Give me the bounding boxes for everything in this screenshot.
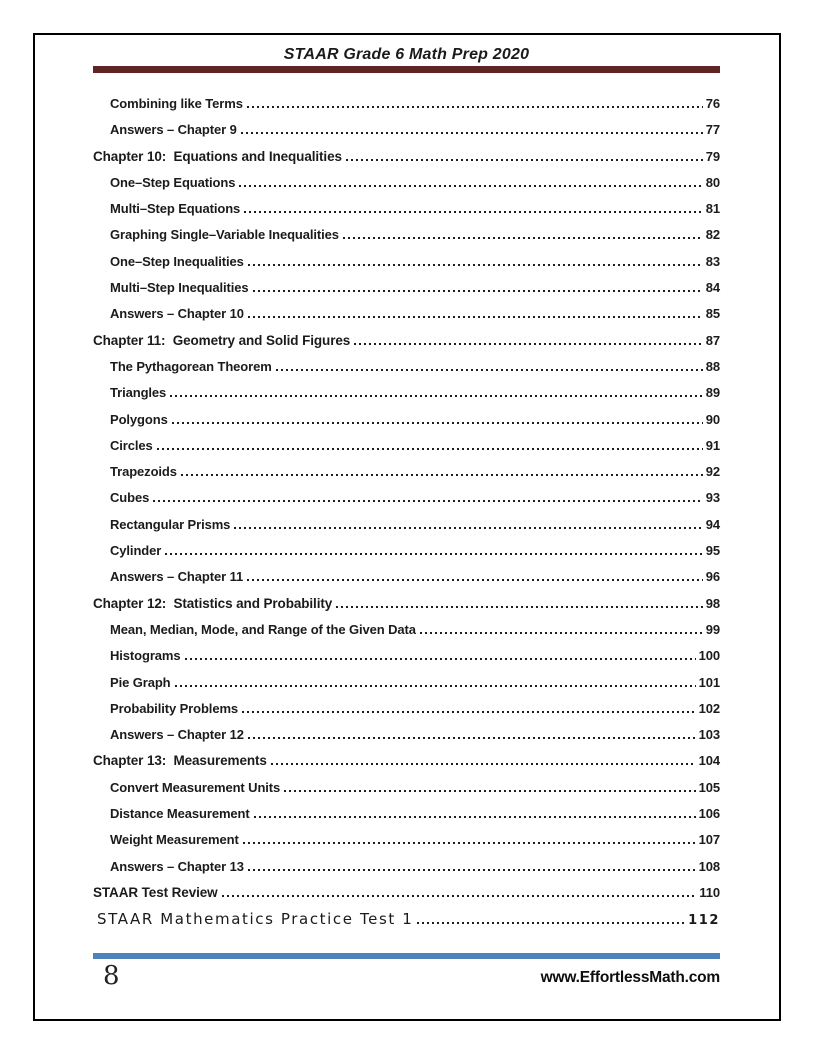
- toc-dot-leader: [170, 395, 703, 397]
- toc-list: [93, 91, 720, 933]
- toc-dot-leader: [247, 106, 703, 108]
- toc-entry: [93, 222, 720, 248]
- toc-entry-page: 101: [698, 674, 720, 690]
- toc-entry: [93, 880, 720, 906]
- toc-dot-leader: [222, 895, 697, 897]
- toc-dot-leader: [185, 658, 696, 660]
- toc-dot-leader: [276, 369, 703, 371]
- toc-entry-page: 82: [705, 227, 720, 243]
- toc-dot-leader: [284, 790, 695, 792]
- toc-entry: [93, 275, 720, 301]
- toc-entry: [93, 459, 720, 485]
- toc-entry-page: 103: [698, 727, 720, 743]
- toc-entry-page: 90: [705, 411, 720, 427]
- toc-entry-page: 79: [705, 148, 720, 164]
- toc-dot-leader: [248, 869, 696, 871]
- toc-dot-leader: [336, 606, 703, 608]
- toc-entry: [93, 407, 720, 433]
- toc-dot-leader: [354, 343, 703, 345]
- toc-entry: [93, 249, 720, 275]
- toc-entry-label: Chapter 10: Equations and Inequalities: [93, 148, 342, 164]
- toc-entry-label: STAAR Test Review: [93, 884, 218, 900]
- toc-entry-page: 88: [705, 358, 720, 374]
- toc-entry: [93, 170, 720, 196]
- toc-entry-label: Graphing Single–Variable Inequalities: [110, 227, 339, 243]
- toc-dot-leader: [181, 474, 703, 476]
- toc-entry-label: Answers – Chapter 13: [110, 858, 244, 874]
- toc-entry-label: Probability Problems: [110, 700, 239, 716]
- toc-dot-leader: [242, 711, 696, 713]
- toc-dot-leader: [247, 579, 703, 581]
- toc-dot-leader: [244, 211, 703, 213]
- toc-entry: [93, 433, 720, 459]
- header-divider-bar: [93, 66, 720, 73]
- page-title: STAAR Grade 6 Math Prep 2020: [283, 46, 530, 63]
- toc-entry-page: 85: [705, 306, 720, 322]
- toc-entry-page: 89: [705, 385, 720, 401]
- toc-entry-label: Pie Graph: [110, 674, 171, 690]
- toc-entry-page: 77: [705, 122, 720, 138]
- toc-entry-label: Rectangular Prisms: [110, 516, 231, 532]
- toc-entry: [93, 301, 720, 327]
- toc-entry: [93, 827, 720, 853]
- website-url: www.EffortlessMath.com: [540, 969, 720, 986]
- toc-entry-page: 108: [698, 858, 720, 874]
- toc-dot-leader: [165, 553, 703, 555]
- toc-entry-label: Answers – Chapter 9: [110, 122, 237, 138]
- toc-entry-label: The Pythagorean Theorem: [110, 358, 272, 374]
- toc-entry-page: 110: [699, 884, 720, 900]
- toc-dot-leader: [248, 264, 703, 266]
- toc-entry-page: 81: [705, 201, 720, 217]
- toc-entry-label: Multi–Step Inequalities: [110, 280, 249, 296]
- toc-dot-leader: [243, 842, 696, 844]
- toc-entry: [93, 538, 720, 564]
- toc-dot-leader: [234, 527, 702, 529]
- toc-entry: [93, 144, 720, 170]
- toc-dot-leader: [253, 290, 703, 292]
- toc-dot-leader: [175, 685, 696, 687]
- toc-entry-label: Cylinder: [110, 543, 162, 559]
- toc-entry-page: 102: [698, 700, 720, 716]
- toc-entry-page: 105: [698, 779, 720, 795]
- toc-entry-label: Histograms: [110, 648, 181, 664]
- toc-entry-page: 92: [705, 464, 720, 480]
- toc-entry: [93, 696, 720, 722]
- toc-entry: [93, 775, 720, 801]
- page-number: 8: [103, 961, 120, 991]
- toc-dot-leader: [241, 132, 703, 134]
- toc-entry-label: STAAR Mathematics Practice Test 1: [97, 910, 414, 929]
- toc-entry: [93, 801, 720, 827]
- toc-entry-label: Answers – Chapter 12: [110, 727, 244, 743]
- toc-entry-label: One–Step Equations: [110, 174, 236, 190]
- toc-entry-label: Mean, Median, Mode, and Range of the Given Data: [110, 621, 416, 637]
- toc-entry-label: Chapter 11: Geometry and Solid Figures: [93, 332, 351, 348]
- toc-entry: [93, 748, 720, 774]
- toc-entry-page: 98: [705, 595, 720, 611]
- toc-entry-label: Distance Measurement: [110, 806, 250, 822]
- toc-entry: [93, 670, 720, 696]
- toc-entry-page: 106: [698, 806, 720, 822]
- toc-entry-label: Cubes: [110, 490, 150, 506]
- toc-entry: [93, 564, 720, 590]
- toc-entry-label: Trapezoids: [110, 464, 177, 480]
- toc-entry-label: Convert Measurement Units: [110, 779, 281, 795]
- toc-entry-label: One–Step Inequalities: [110, 253, 244, 269]
- toc-entry-page: 95: [705, 543, 720, 559]
- toc-entry: [93, 328, 720, 354]
- toc-entry: [93, 117, 720, 143]
- toc-entry-label: Answers – Chapter 11: [110, 569, 244, 585]
- toc-entry-page: 80: [705, 174, 720, 190]
- toc-dot-leader: [153, 500, 703, 502]
- toc-entry: [93, 643, 720, 669]
- toc-dot-leader: [248, 737, 696, 739]
- toc-entry-page: 96: [705, 569, 720, 585]
- toc-dot-leader: [172, 422, 703, 424]
- toc-entry-label: Triangles: [110, 385, 167, 401]
- toc-entry: [93, 354, 720, 380]
- toc-entry: [93, 854, 720, 880]
- toc-entry: [93, 380, 720, 406]
- toc-entry: [93, 906, 720, 932]
- footer: [93, 961, 720, 991]
- toc-entry: [93, 91, 720, 117]
- toc-entry-page: 94: [705, 516, 720, 532]
- toc-dot-leader: [157, 448, 703, 450]
- toc-dot-leader: [420, 632, 703, 634]
- toc-entry-page: 99: [705, 621, 720, 637]
- toc-entry-page: 112: [688, 913, 720, 929]
- toc-entry-label: Answers – Chapter 10: [110, 306, 244, 322]
- toc-entry-page: 84: [705, 280, 720, 296]
- toc-entry-label: Chapter 13: Measurements: [93, 753, 267, 769]
- toc-entry-label: Chapter 12: Statistics and Probability: [93, 595, 333, 611]
- toc-dot-leader: [248, 316, 703, 318]
- toc-entry: [93, 512, 720, 538]
- toc-entry-label: Combining like Terms: [110, 96, 243, 111]
- toc-entry: [93, 196, 720, 222]
- toc-entry-label: Polygons: [110, 411, 168, 427]
- toc-entry-page: 107: [698, 832, 720, 848]
- toc-entry-page: 100: [698, 648, 720, 664]
- toc-dot-leader: [254, 816, 696, 818]
- toc-entry-page: 83: [705, 253, 720, 269]
- toc-entry: [93, 485, 720, 511]
- toc-entry-page: 93: [705, 490, 720, 506]
- toc-entry: [93, 617, 720, 643]
- toc-dot-leader: [271, 763, 696, 765]
- toc-dot-leader: [417, 922, 685, 924]
- toc-dot-leader: [343, 237, 703, 239]
- toc-entry-label: Circles: [110, 437, 153, 453]
- toc-dot-leader: [239, 185, 702, 187]
- toc-entry-label: Multi–Step Equations: [110, 201, 241, 217]
- footer-divider-bar: [93, 953, 720, 959]
- toc-entry-page: 76: [705, 96, 720, 111]
- toc-entry-page: 91: [705, 437, 720, 453]
- toc-entry: [93, 591, 720, 617]
- toc-entry-page: 104: [698, 753, 720, 769]
- toc-entry-page: 87: [705, 332, 720, 348]
- toc-dot-leader: [346, 159, 703, 161]
- toc-entry: [93, 722, 720, 748]
- toc-entry-label: Weight Measurement: [110, 832, 239, 848]
